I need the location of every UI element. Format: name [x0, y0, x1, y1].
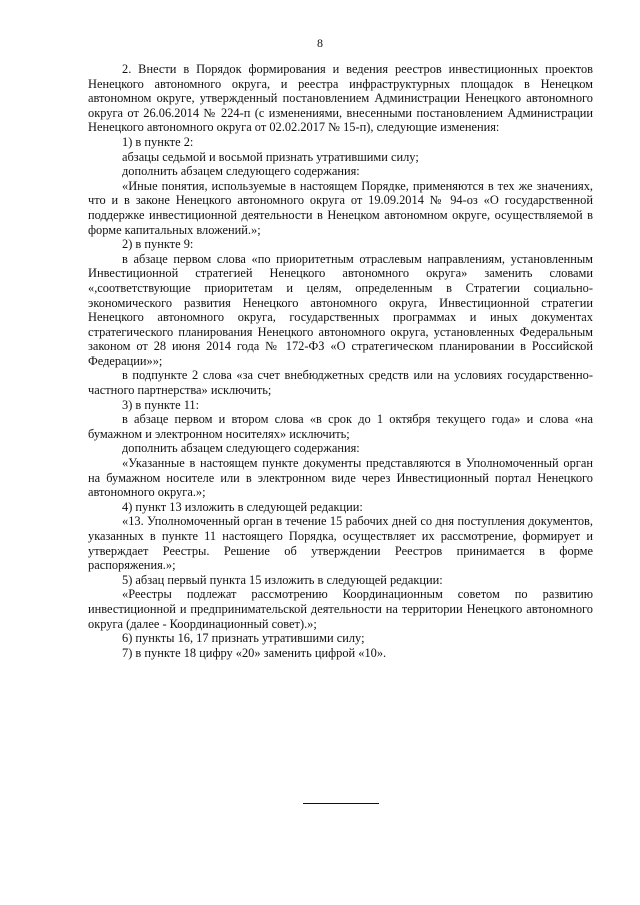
subitem-3-heading: 3) в пункте 11:	[122, 397, 200, 412]
quoted-paragraph: «Реестры подлежат рассмотрению Координационным советом по развитию инвестиционной и предпринимательской деятельности на территории Ненецкого автономного округа (далее - Координационный совет).»;	[88, 587, 593, 631]
subitem-4-heading: 4) пункт 13 изложить в следующей редакции:	[122, 499, 363, 514]
paragraph: в подпункте 2 слова «за счет внебюджетных средств или на условиях государственно-частного партнерства» исключить;	[88, 368, 593, 398]
paragraph-item-2: 2. Внести в Порядок формирования и ведения реестров инвестиционных проектов Ненецкого автономного округа, и реестра инфраструктурных площадок в Ненецком автономном округе, утвержденный постановлением Администрации Ненецкого автономного округа от 26.06.2014 № 224-п (с изменениями, внесенными постановлением Администрации Ненецкого автономного округа от 02.02.2017 № 15-п), следующие изменения:	[88, 62, 593, 135]
subitem-5-heading: 5) абзац первый пункта 15 изложить в следующей редакции:	[122, 572, 443, 587]
quoted-paragraph: «Указанные в настоящем пункте документы представляются в Уполномоченный орган на бумажном носителе или в электронном виде через Инвестиционный портал Ненецкого автономного округа.»;	[88, 456, 593, 500]
quoted-paragraph: «13. Уполномоченный орган в течение 15 рабочих дней со дня поступления документов, указанных в пункте 11 настоящего Порядка, осуществляет их рассмотрение, формирует и утверждает Реестры. Решение об утверждении Реестров принимается в форме распоряжения.»;	[88, 514, 593, 573]
page-number: 8	[317, 36, 323, 50]
paragraph: дополнить абзацем следующего содержания:	[122, 441, 360, 456]
subitem-2-heading: 2) в пункте 9:	[122, 237, 194, 252]
paragraph: в абзаце первом слова «по приоритетным отраслевым направлениям, установленным Инвестиционной стратегией Ненецкого автономного округа» заменить словами «,соответствующие приоритетам и целям, определенным в Стратегии социально-экономического развития Ненецкого автономного округа, Инвестиционной стратегии Ненецкого автономного округа, государственных программах и иных документах стратегического планирования Ненецкого автономного округа, установленных Федеральным законом от 28 июня 2014 года № 172-ФЗ «О стратегическом планировании в Российской Федерации»»;	[88, 251, 593, 368]
paragraph: в абзаце первом и втором слова «в срок до 1 октября текущего года» и слова «на бумажном и электронном носителях» исключить;	[88, 412, 593, 441]
paragraph: абзацы седьмой и восьмой признать утратившими силу;	[122, 149, 419, 164]
subitem-6: 6) пункты 16, 17 признать утратившими силу;	[122, 631, 365, 646]
end-divider-line	[303, 803, 379, 804]
document-body	[88, 62, 593, 660]
paragraph: дополнить абзацем следующего содержания:	[122, 164, 360, 179]
subitem-7: 7) в пункте 18 цифру «20» заменить цифрой «10».	[122, 645, 387, 660]
subitem-1-heading: 1) в пункте 2:	[122, 134, 194, 149]
quoted-paragraph: «Иные понятия, используемые в настоящем Порядке, применяются в тех же значениях, что и в законе Ненецкого автономного округа от 19.09.2014 № 94-оз «О государственной поддержке инвестиционной деятельности в Ненецком автономном округе, осуществляемой в форме капитальных вложений.»;	[88, 178, 593, 237]
